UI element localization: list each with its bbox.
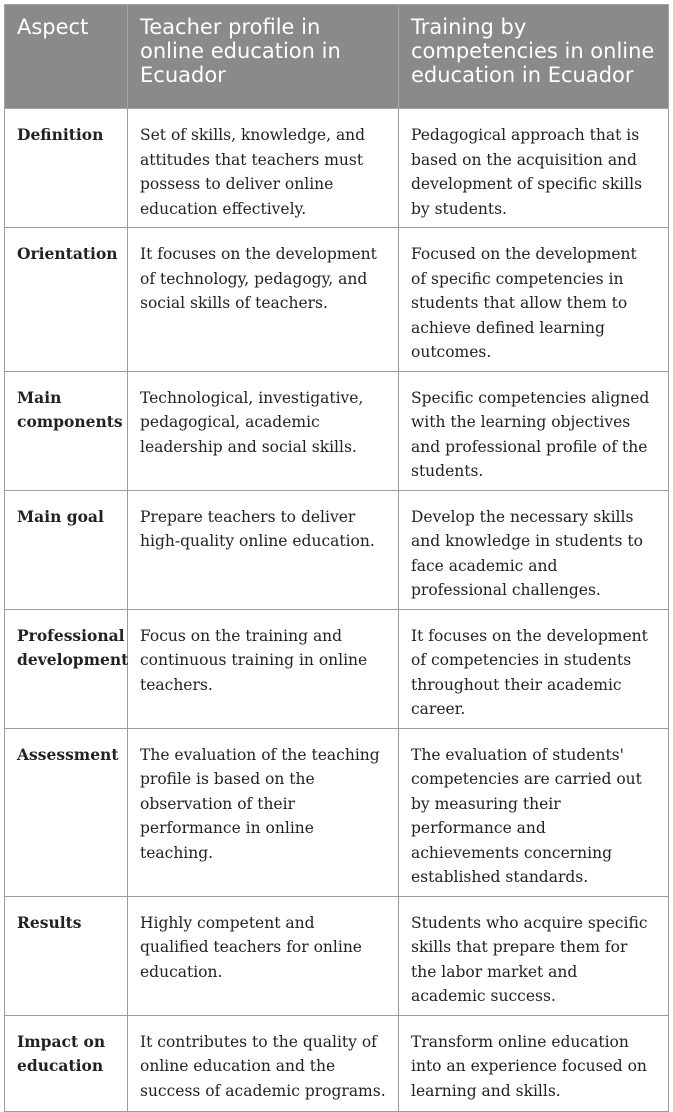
table-row bbox=[5, 371, 669, 490]
row-training-cell: Develop the necessary skills and knowledge in students to face academic and professional challenges. bbox=[399, 490, 669, 609]
table-row bbox=[5, 490, 669, 609]
table-row bbox=[5, 109, 669, 228]
table-row bbox=[5, 896, 669, 1015]
table-row bbox=[5, 228, 669, 372]
row-training-cell: It focuses on the development of competencies in students throughout their academic career. bbox=[399, 609, 669, 728]
row-teacher-cell: The evaluation of the teaching profile is based on the observation of their performance in online teaching. bbox=[128, 728, 399, 896]
table-row bbox=[5, 609, 669, 728]
row-teacher-cell: It contributes to the quality of online education and the success of academic programs. bbox=[128, 1015, 399, 1111]
row-aspect-cell: Assessment bbox=[5, 728, 128, 896]
row-teacher-cell: Highly competent and qualified teachers for online education. bbox=[128, 896, 399, 1015]
row-teacher-cell: It focuses on the development of technology, pedagogy, and social skills of teachers. bbox=[128, 228, 399, 372]
row-aspect-cell: Main goal bbox=[5, 490, 128, 609]
comparison-table-container bbox=[4, 4, 668, 1112]
row-teacher-cell: Prepare teachers to deliver high-quality online education. bbox=[128, 490, 399, 609]
table-row bbox=[5, 728, 669, 896]
row-teacher-cell: Technological, investigative, pedagogical, academic leadership and social skills. bbox=[128, 371, 399, 490]
row-teacher-cell: Focus on the training and continuous training in online teachers. bbox=[128, 609, 399, 728]
row-training-cell: The evaluation of students' competencies are carried out by measuring their performance and achievements concerning established standards. bbox=[399, 728, 669, 896]
table-header bbox=[5, 5, 669, 109]
table-body bbox=[5, 109, 669, 1112]
row-aspect-cell: Professional development bbox=[5, 609, 128, 728]
row-aspect-cell: Main components bbox=[5, 371, 128, 490]
row-training-cell: Specific competencies aligned with the learning objectives and professional profile of the students. bbox=[399, 371, 669, 490]
header-teacher-profile: Teacher profile in online education in Ecuador bbox=[128, 5, 399, 109]
header-aspect: Aspect bbox=[5, 5, 128, 109]
header-row bbox=[5, 5, 669, 109]
row-aspect-cell: Impact on education bbox=[5, 1015, 128, 1111]
row-aspect-cell: Orientation bbox=[5, 228, 128, 372]
row-training-cell: Pedagogical approach that is based on the acquisition and development of specific skills by students. bbox=[399, 109, 669, 228]
row-training-cell: Transform online education into an experience focused on learning and skills. bbox=[399, 1015, 669, 1111]
row-training-cell: Focused on the development of specific competencies in students that allow them to achieve defined learning outcomes. bbox=[399, 228, 669, 372]
table-row bbox=[5, 1015, 669, 1111]
row-training-cell: Students who acquire specific skills that prepare them for the labor market and academic success. bbox=[399, 896, 669, 1015]
row-aspect-cell: Results bbox=[5, 896, 128, 1015]
row-teacher-cell: Set of skills, knowledge, and attitudes that teachers must possess to deliver online education effectively. bbox=[128, 109, 399, 228]
header-training-competencies: Training by competencies in online education in Ecuador bbox=[399, 5, 669, 109]
row-aspect-cell: Definition bbox=[5, 109, 128, 228]
comparison-table bbox=[4, 4, 669, 1112]
